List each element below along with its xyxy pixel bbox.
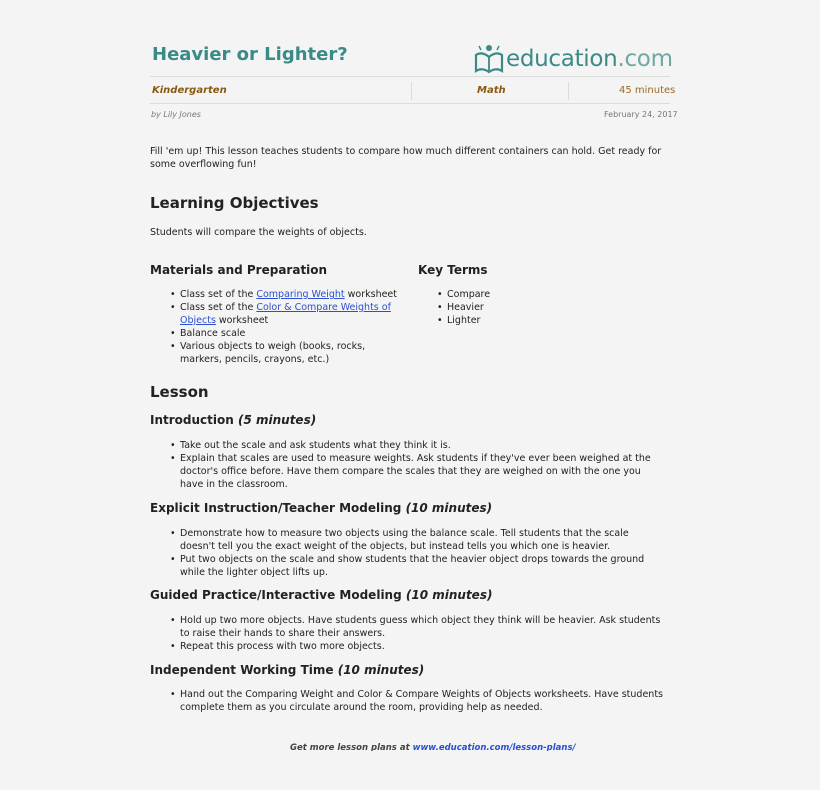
footer-note <box>290 743 576 751</box>
materials-item <box>170 288 405 301</box>
materials-item-suffix: worksheet <box>215 315 269 326</box>
header-divider-bottom <box>150 103 670 104</box>
intro-paragraph: Fill 'em up! This lesson teaches students to compare how much different containers can hold. Get ready for some overflowing fun! <box>150 146 662 170</box>
materials-list <box>170 288 405 366</box>
lesson-step: • Repeat this process with two more objects. <box>170 640 665 653</box>
logo-wordmark <box>506 46 673 72</box>
section-time: (5 minutes) <box>237 413 317 427</box>
logo-main-text: education <box>506 46 618 72</box>
lesson-step-list <box>170 614 665 653</box>
materials-item-text: Class set of the <box>180 289 257 300</box>
lesson-step: • Hold up two more objects. Have students guess which object they think will be heavier. Ask students to raise their hands to share their answers. <box>170 614 665 640</box>
meta-divider <box>568 82 569 100</box>
lesson-step: • Hand out the Comparing Weight and Color & Compare Weights of Objects worksheets. Have students complete them as you circulate around the room, providing help as needed. <box>170 688 665 714</box>
lesson-step-list <box>170 527 665 579</box>
meta-divider <box>411 82 412 100</box>
date-label: February 24, 2017 <box>604 110 678 119</box>
page-title: Heavier or Lighter? <box>152 44 348 65</box>
lesson-heading: Lesson <box>150 383 209 401</box>
materials-item-text: Balance scale <box>180 328 246 339</box>
section-title: Independent Working Time <box>150 663 334 677</box>
key-term-item: • Heavier <box>437 301 637 314</box>
lesson-section-heading <box>150 663 424 677</box>
materials-item-suffix: worksheet <box>344 289 398 300</box>
materials-item <box>170 301 405 327</box>
learning-objectives-text: Students will compare the weights of objects. <box>150 227 367 238</box>
lesson-section-heading <box>150 588 492 602</box>
lesson-step-list <box>170 688 665 714</box>
subject-label: Math <box>477 85 506 96</box>
grade-label: Kindergarten <box>152 85 227 96</box>
materials-heading: Materials and Preparation <box>150 263 328 277</box>
key-term-item: • Compare <box>437 288 637 301</box>
lesson-step-list <box>170 439 665 491</box>
header-divider-top <box>150 76 670 77</box>
logo-suffix-text: .com <box>617 46 673 72</box>
section-title: Guided Practice/Interactive Modeling <box>150 588 402 602</box>
footer-link[interactable]: www.education.com/lesson-plans/ <box>412 743 576 751</box>
materials-item <box>170 327 405 340</box>
education-logo[interactable] <box>472 42 673 76</box>
lesson-section-heading <box>150 501 492 515</box>
duration-label: 45 minutes <box>619 85 676 96</box>
key-terms-list <box>437 288 637 327</box>
author-label: by Lily Jones <box>151 110 201 119</box>
worksheet-link[interactable]: Color & Compare Weights of Objects <box>180 302 391 326</box>
book-reader-icon <box>472 43 506 75</box>
lesson-step: • Take out the scale and ask students what they think it is. <box>170 439 665 452</box>
materials-item-text: Class set of the <box>180 302 257 313</box>
materials-item-text: Various objects to weigh (books, rocks, markers, pencils, crayons, etc.) <box>180 341 366 365</box>
key-term-item: • Lighter <box>437 314 637 327</box>
learning-objectives-heading: Learning Objectives <box>150 194 319 212</box>
footer-text: Get more lesson plans at <box>290 743 413 751</box>
section-title: Introduction <box>150 413 234 427</box>
section-time: (10 minutes) <box>405 588 493 602</box>
worksheet-link[interactable]: Comparing Weight <box>256 289 345 300</box>
lesson-step: • Explain that scales are used to measure weights. Ask students if they've ever been weighed at the doctor's office before. Have them compare the scales that they are weighed on with the one you have in the classroom. <box>170 452 665 491</box>
lesson-step: • Put two objects on the scale and show students that the heavier object drops towards the ground while the lighter object lifts up. <box>170 553 665 579</box>
lesson-section-heading <box>150 413 316 427</box>
section-title: Explicit Instruction/Teacher Modeling <box>150 501 402 515</box>
materials-item <box>170 340 405 366</box>
section-time: (10 minutes) <box>337 663 425 677</box>
lesson-step: • Demonstrate how to measure two objects using the balance scale. Tell students that the scale doesn't tell you the exact weight of the objects, but instead tells you which one is heavier. <box>170 527 665 553</box>
key-terms-heading: Key Terms <box>418 263 488 277</box>
section-time: (10 minutes) <box>405 501 493 515</box>
